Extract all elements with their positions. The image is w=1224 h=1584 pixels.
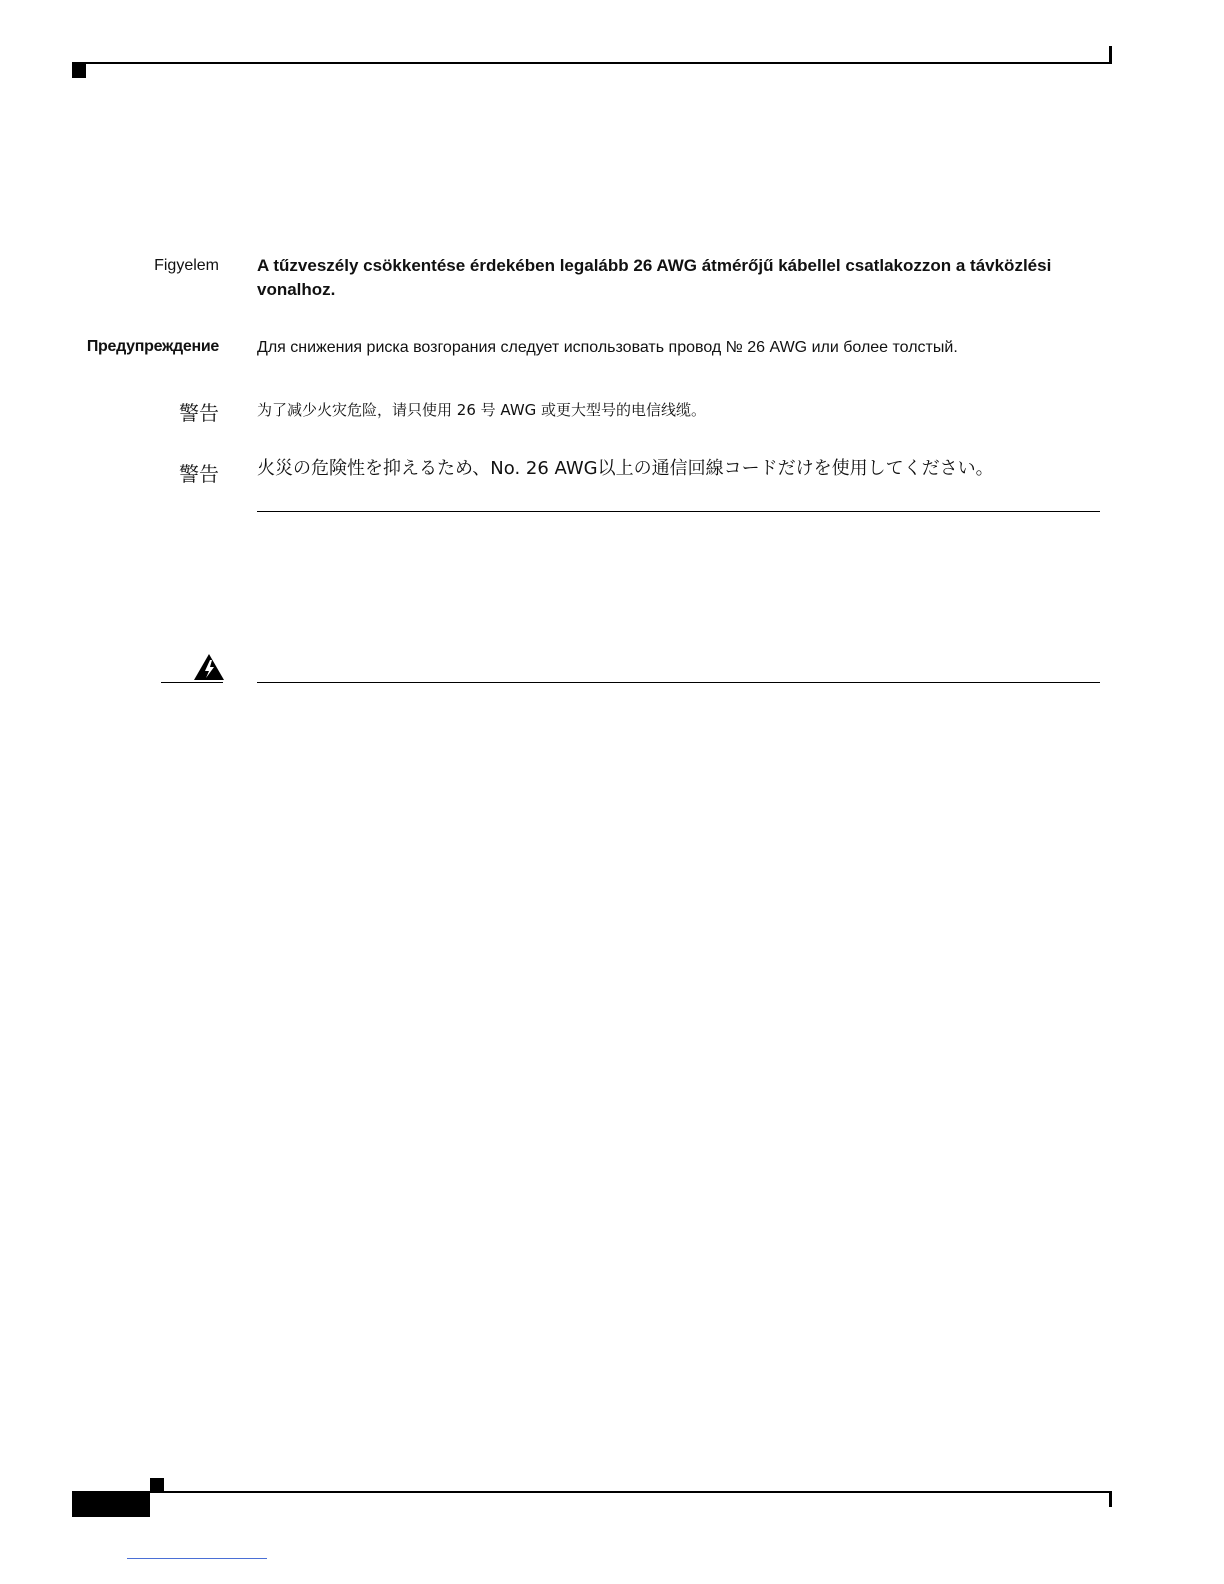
header-marker — [72, 64, 86, 78]
warning-text-ru: Для снижения риска возгорания следует использовать провод № 26 AWG или более толстый. — [257, 339, 958, 356]
header-rule — [72, 62, 1112, 64]
warning-label-ja: 警告 — [179, 462, 219, 486]
warning-label-ru: Предупреждение — [86, 338, 219, 355]
warning-text-ja: 火災の危険性を抑えるため、No. 26 AWG以上の通信回線コードだけを使用してください。 — [257, 458, 994, 479]
footer-link-underline[interactable] — [127, 1558, 267, 1559]
section-divider — [257, 511, 1100, 512]
warning-text-hu: A tűzveszély csökkentése érdekében legalább 26 AWG átmérőjű kábellel csatlakozzon a távközlési vonalhoz. — [257, 256, 1052, 299]
footer-page-block — [72, 1493, 150, 1517]
footer-rule — [72, 1491, 1112, 1493]
warning-label-hu: Figyelem — [154, 257, 219, 274]
footer-marker — [150, 1478, 164, 1492]
footer-tick — [1109, 1493, 1112, 1507]
warning-lightning-triangle-icon — [193, 653, 225, 681]
warning-text-zh: 为了减少火灾危险，请只使用 26 号 AWG 或更大型号的电信线缆。 — [257, 401, 707, 419]
warning-label-zh: 警告 — [179, 401, 219, 425]
warning-icon-underline — [161, 682, 223, 683]
header-tick — [1109, 46, 1112, 64]
warning-divider — [257, 682, 1100, 683]
